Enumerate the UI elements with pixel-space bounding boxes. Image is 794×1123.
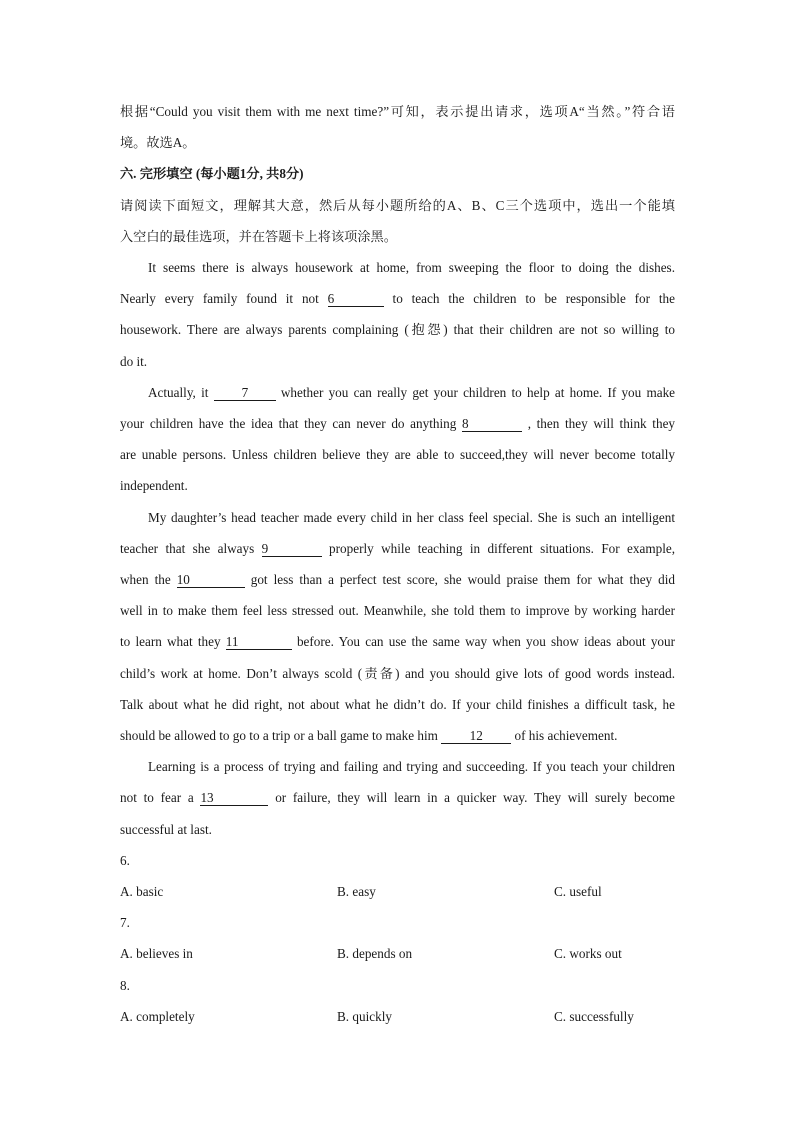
instructions-line-2: 入空白的最佳选项，并在答题卡上将该项涂黑。 [120, 228, 397, 244]
question-6 [120, 845, 675, 907]
intro-text-line-1: 根据“Could you visit them with me next time?”可知，表示提出请求，选项A“当然。”符合语 [120, 104, 675, 119]
instructions-line-1: 请阅读下面短文，理解其大意，然后从每小题所给的A、B、C三个选项中，选出一个能填 [120, 197, 675, 213]
option-b[interactable]: B. quickly [337, 1008, 392, 1024]
option-c[interactable]: C. works out [554, 946, 622, 962]
paragraph-line: are unable persons. Unless children believe they are able to succeed,they will never become totally [120, 447, 675, 463]
blank-8: 8 [462, 416, 522, 432]
intro-text-line-2: 境。故选A。 [120, 135, 196, 151]
passage-paragraph-3 [120, 502, 675, 752]
paragraph-line [120, 564, 675, 595]
paragraph-line: It seems there is always housework at home, from sweeping the floor to doing the dishes. [148, 260, 675, 276]
question-number: 8. [120, 977, 130, 993]
paragraph-text: when the [120, 572, 171, 588]
paragraph-line [120, 408, 675, 439]
question-options [120, 876, 675, 907]
paragraph-text: teacher that she always [120, 540, 255, 556]
paragraph-line: successful at last. [120, 821, 212, 837]
paragraph-line: independent. [120, 478, 188, 494]
paragraph-text: to learn what they [120, 634, 221, 650]
paragraph-text: of his achievement. [514, 728, 618, 744]
paragraph-line: Learning is a process of trying and failing and trying and succeeding. If you teach your children [148, 759, 675, 775]
paragraph-text: not to fear a [120, 790, 194, 806]
paragraph-text: whether you can really get your children to help at home. If you make [280, 384, 676, 400]
question-number: 6. [120, 852, 130, 868]
question-number: 7. [120, 915, 130, 931]
blank-13: 13 [200, 790, 268, 806]
paragraph-text: before. You can use the same way when you show ideas about your [296, 634, 676, 650]
question-7 [120, 907, 675, 969]
option-c[interactable]: C. successfully [554, 1008, 634, 1024]
blank-11: 11 [226, 634, 292, 650]
section-heading: 六. 完形填空 (每小题1分, 共8分) [120, 166, 304, 182]
paragraph-line [120, 283, 675, 314]
paragraph-text: your children have the idea that they can never do anything [120, 416, 457, 432]
paragraph-line: My daughter’s head teacher made every child in her class feel special. She is such an intelligent [148, 509, 675, 525]
option-a[interactable]: A. completely [120, 1008, 195, 1024]
blank-12: 12 [441, 728, 511, 744]
passage-paragraph-4 [120, 751, 675, 845]
question-options [120, 938, 675, 969]
paragraph-text: , then they will think they [527, 416, 676, 432]
blank-7: 7 [214, 385, 276, 401]
option-b[interactable]: B. easy [337, 884, 376, 900]
paragraph-line [120, 782, 675, 813]
blank-9: 9 [262, 541, 322, 557]
option-a[interactable]: A. basic [120, 884, 164, 900]
paragraph-line [120, 626, 675, 657]
paragraph-text: properly while teaching in different situations. For example, [329, 540, 676, 556]
paragraph-line: do it. [120, 353, 148, 369]
paragraph-line [120, 720, 675, 751]
passage-paragraph-2 [120, 377, 675, 502]
paragraph-line: child’s work at home. Don’t always scold (责备) and you should give lots of good words instead. [120, 665, 675, 681]
paragraph-text: to teach the children to be responsible for the [392, 291, 676, 307]
question-options [120, 1001, 675, 1032]
passage-paragraph-1 [120, 252, 675, 377]
paragraph-line: housework. There are always parents complaining (抱怨) that their children are not so willing to [120, 322, 675, 338]
blank-6: 6 [328, 291, 384, 307]
option-a[interactable]: A. believes in [120, 946, 193, 962]
paragraph-text: should be allowed to go to a trip or a ball game to make him [120, 728, 438, 744]
paragraph-text: got less than a perfect test score, she would praise them for what they did [250, 572, 676, 588]
paragraph-line: Talk about what he did right, not about what he didn’t do. If your child finishes a difficult task, he [120, 696, 675, 712]
blank-10: 10 [177, 572, 245, 588]
option-b[interactable]: B. depends on [337, 946, 413, 962]
paragraph-line: well in to make them feel less stressed out. Meanwhile, she told them to improve by working harder [120, 603, 675, 619]
paragraph-line [120, 377, 675, 408]
paragraph-text: or failure, they will learn in a quicker way. They will surely become [275, 790, 676, 806]
paragraph-text: Nearly every family found it not [120, 291, 319, 307]
paragraph-text: Actually, it [148, 384, 209, 400]
paragraph-line [120, 533, 675, 564]
option-c[interactable]: C. useful [554, 884, 602, 900]
question-8 [120, 970, 675, 1032]
document-page [120, 96, 675, 1032]
